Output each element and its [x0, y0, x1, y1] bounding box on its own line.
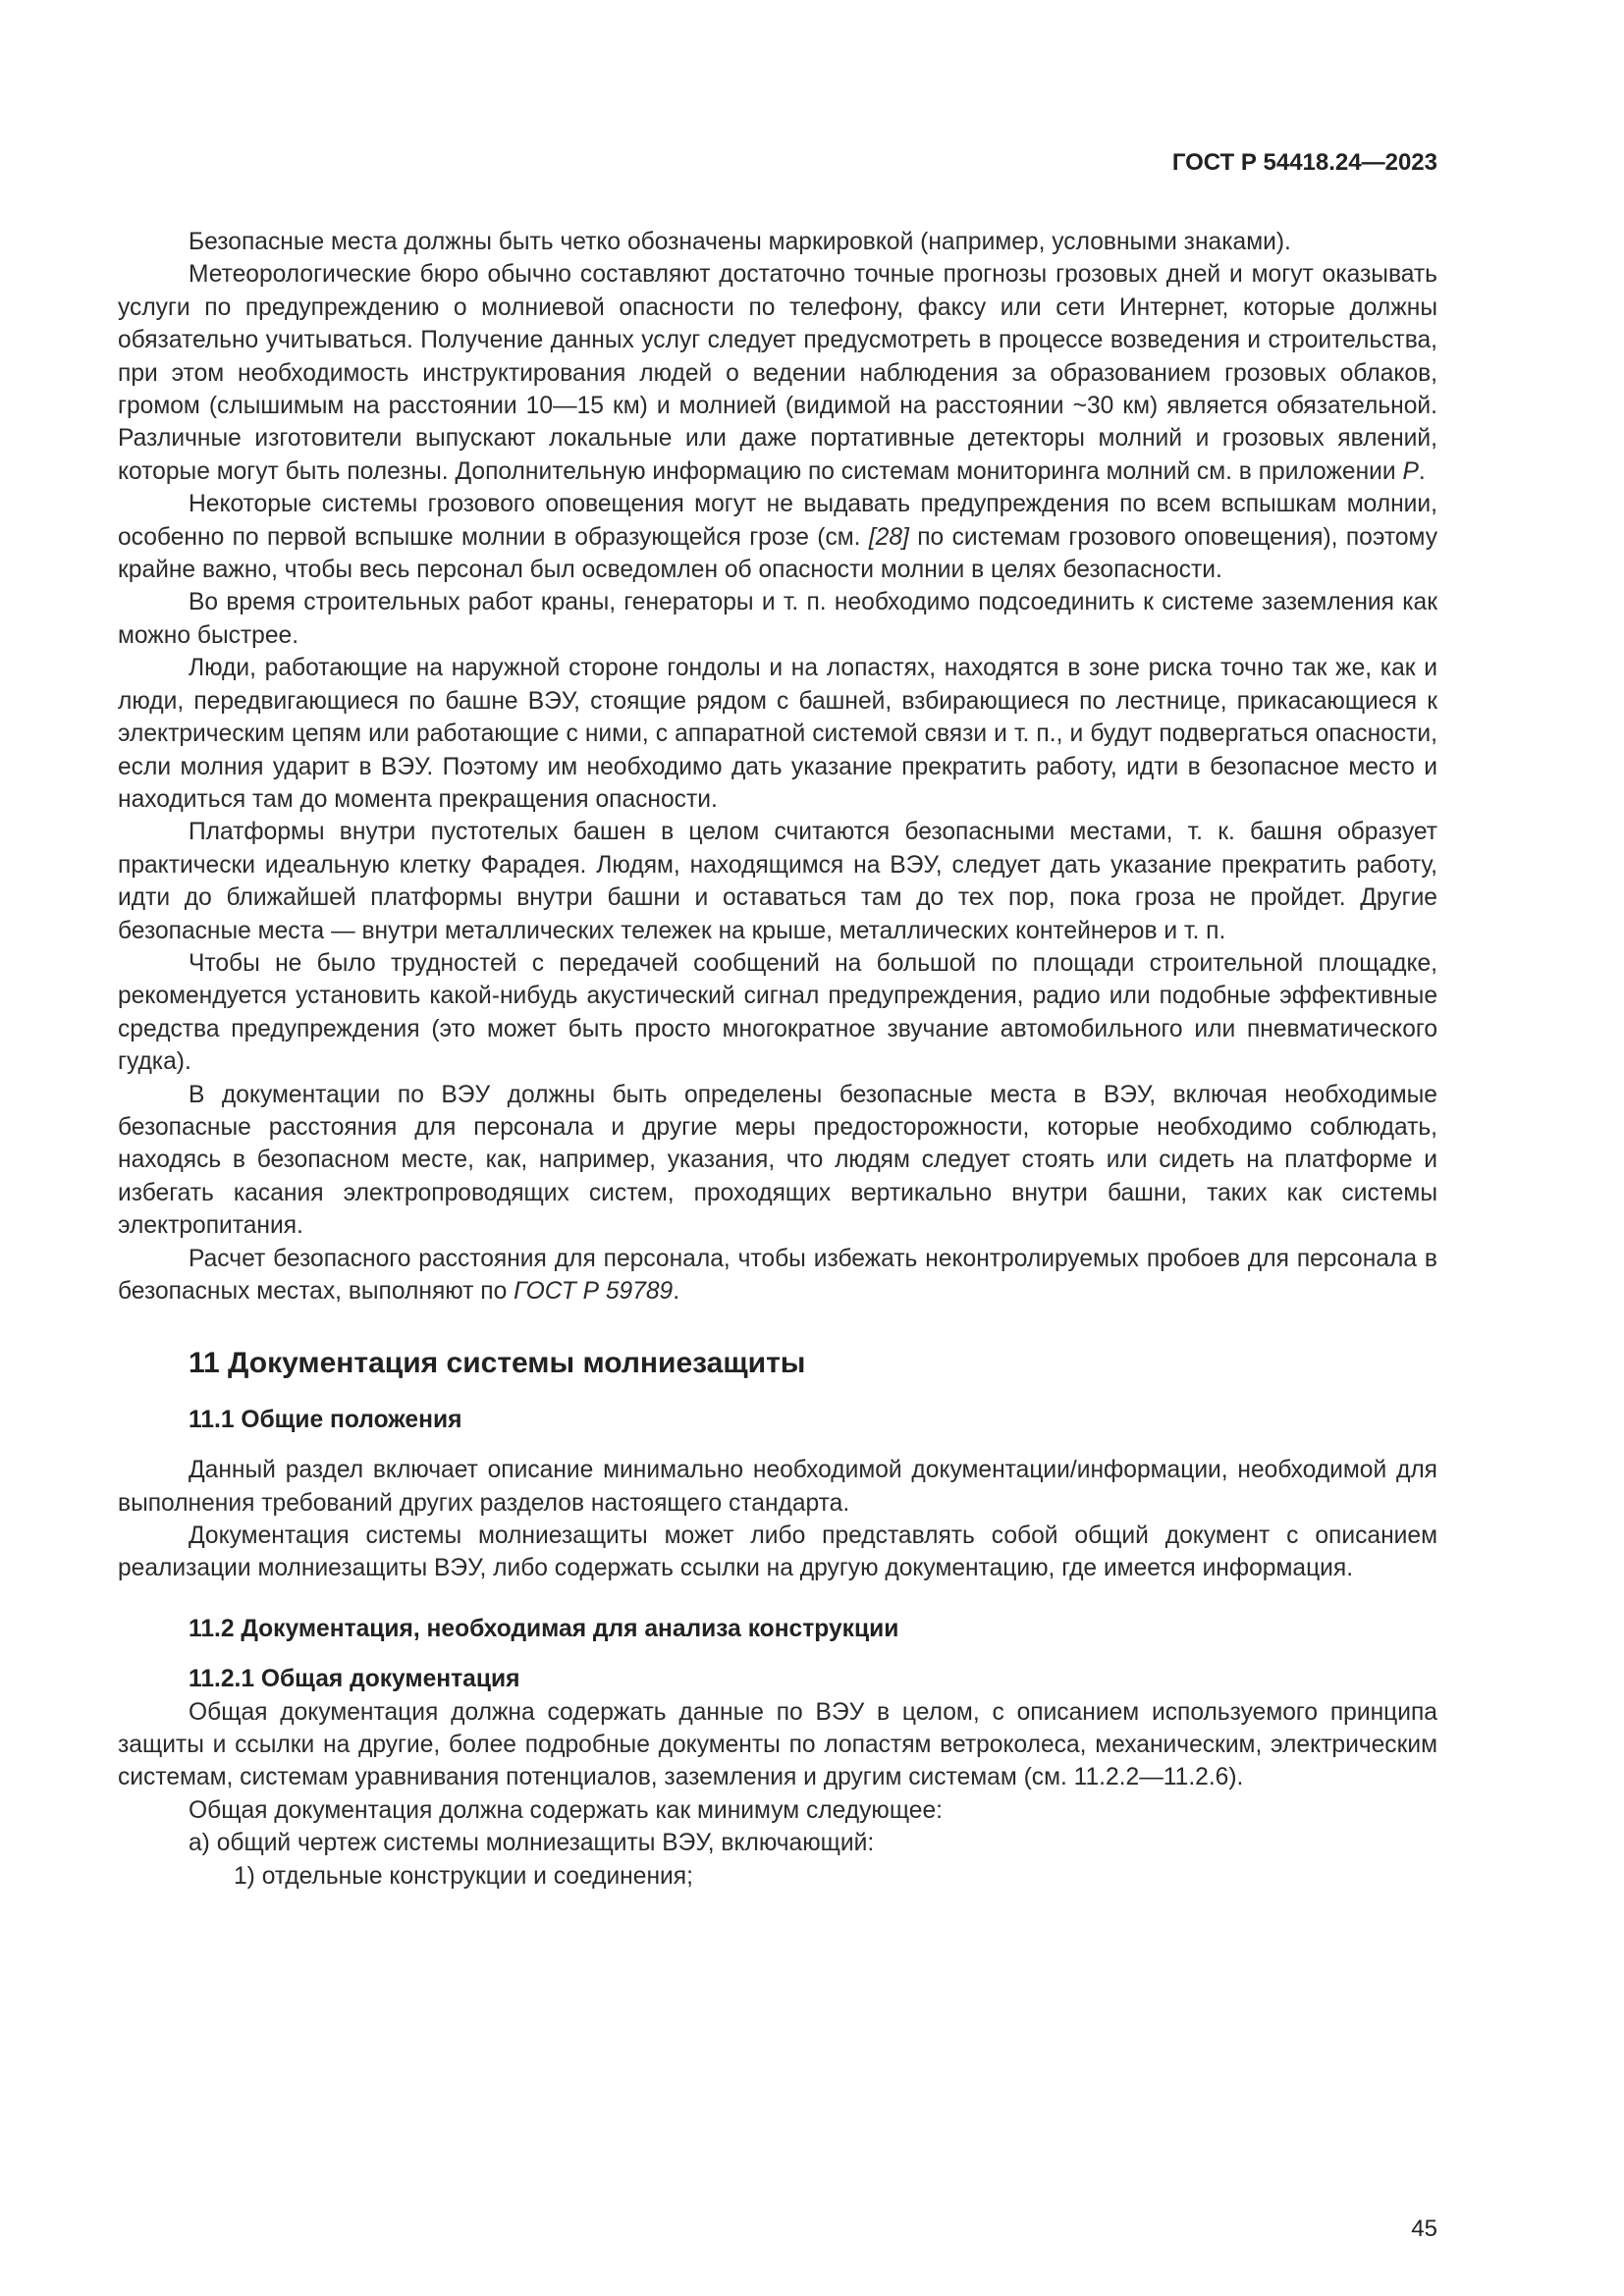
paragraph-documentation-safe-places: В документации по ВЭУ должны быть определены безопасные места в ВЭУ, включая необходимые безопасные расстояния для персонала и другие меры предосторожности, которые необходимо соблюдать, находясь в безопасном месте, как, например, указания, что людям следует стоять или сидеть на платформе и избегать касания электропроводящих систем, проходящих вертикально внутри башни, таких как системы электропитания.	[118, 1081, 1437, 1240]
paragraph-meteorological-bureaus	[118, 258, 1437, 488]
section-11-2-heading: 11.2 Документация, необходимая для анализа конструкции	[189, 1615, 899, 1642]
page-number: 45	[1411, 2216, 1437, 2242]
annex-reference[interactable]: Р	[1402, 457, 1419, 485]
paragraph-construction-grounding: Во время строительных работ краны, генераторы и т. п. необходимо подсоединить к системе заземления как можно быстрее.	[118, 589, 1437, 649]
list-item-a-1: 1) отдельные конструкции и соединения;	[234, 1862, 693, 1890]
document-code-header: ГОСТ Р 54418.24—2023	[1171, 149, 1437, 176]
paragraph-11-1-documentation: Документация системы молниезащиты может либо представлять собой общий документ с описанием реализации молниезащиты ВЭУ, либо содержать ссылки на другую документацию, где имеется информация.	[118, 1522, 1437, 1582]
paragraph-text: Метеорологические бюро обычно составляют достаточно точные прогнозы грозовых дней и могут оказывать услуги по предупреждению о молниевой опасности по телефону, факсу или сети Интернет, которые должны обязательно учитываться. Получение данных услуг следует предусмотреть в процессе возведения и строительства, при этом необходимость инструктирования людей о ведении наблюдения за образованием грозовых облаков, громом (слышимым на расстоянии 10—15 км) и молнией (видимой на расстоянии ~30 км) является обязательной. Различные изготовители выпускают локальные или даже портативные детекторы молний и грозовых явлений, которые могут быть полезны. Дополнительную информацию по системам мониторинга молний см. в приложении	[118, 261, 1437, 485]
paragraph-tower-platforms: Платформы внутри пустотелых башен в целом считаются безопасными местами, т. к. башня образует практически идеальную клетку Фарадея. Людям, находящимся на ВЭУ, следует дать указание прекратить работу, идти до ближайшей платформы внутри башни и оставаться там до тех пор, пока гроза не пройдет. Другие безопасные места — внутри металлических тележек на крыше, металлических контейнеров и т. п.	[118, 819, 1437, 944]
paragraph-text: по системам грозового оповещения), поэтому крайне важно, чтобы весь персонал был осведомлен об опасности молнии в целях безопасности.	[118, 523, 1437, 584]
paragraph-warning-systems	[118, 488, 1437, 586]
paragraph-text: Некоторые системы грозового оповещения могут не выдавать предупреждения по всем вспышкам молнии, особенно по первой вспышке молнии в образующейся грозе (см.	[118, 491, 1437, 551]
section-11-1-heading: 11.1 Общие положения	[189, 1406, 462, 1433]
section-11-2-1-heading: 11.2.1 Общая документация	[189, 1666, 520, 1693]
paragraph-safe-distance	[118, 1243, 1437, 1308]
section-11-heading: 11 Документация системы молниезащиты	[189, 1347, 806, 1380]
paragraph-text: Расчет безопасного расстояния для персонала, чтобы избежать неконтролируемых пробоев для персонала в безопасных местах, выполняют по	[118, 1245, 1437, 1305]
page-body	[118, 226, 1437, 1893]
paragraph-people-at-risk: Люди, работающие на наружной стороне гондолы и на лопастях, находятся в зоне риска точно так же, как и люди, передвигающиеся по башне ВЭУ, стоящие рядом с башней, взбирающиеся по лестнице, прикасающиеся к электрическим цепям или работающие с ними, с аппаратной системой связи и т. п., и будут подвергаться опасности, если молния ударит в ВЭУ. Поэтому им необходимо дать указание прекратить работу, идти в безопасное место и находиться там до момента прекращения опасности.	[118, 655, 1437, 813]
paragraph-11-2-1-general: Общая документация должна содержать данные по ВЭУ в целом, с описанием используемого принципа защиты и ссылки на другие, более подробные документы по лопастям ветроколеса, механическим, электрическим системам, системам уравнивания потенциалов, заземления и другим системам (см. 11.2.2—11.2.6).	[118, 1698, 1437, 1791]
paragraph-11-2-1-minimum: Общая документация должна содержать как минимум следующее:	[189, 1796, 943, 1824]
paragraph-text: .	[673, 1278, 680, 1305]
bibliography-reference[interactable]: [28]	[868, 523, 909, 551]
paragraph-acoustic-signal: Чтобы не было трудностей с передачей сообщений на большой по площади строительной площадке, рекомендуется установить какой-нибудь акустический сигнал предупреждения, радио или подобные эффективные средства предупреждения (это может быть просто многократное звучание автомобильного или пневматического гудка).	[118, 949, 1437, 1076]
paragraph-11-1-scope: Данный раздел включает описание минимально необходимой документации/информации, необходимой для выполнения требований других разделов настоящего стандарта.	[118, 1457, 1437, 1517]
standard-reference[interactable]: ГОСТ Р 59789	[514, 1278, 674, 1305]
paragraph-safe-places-marking: Безопасные места должны быть четко обозначены маркировкой (например, условными знаками).	[189, 229, 1291, 255]
list-item-a: а) общий чертеж системы молниезащиты ВЭУ, включающий:	[189, 1830, 875, 1857]
paragraph-text: .	[1418, 457, 1426, 485]
